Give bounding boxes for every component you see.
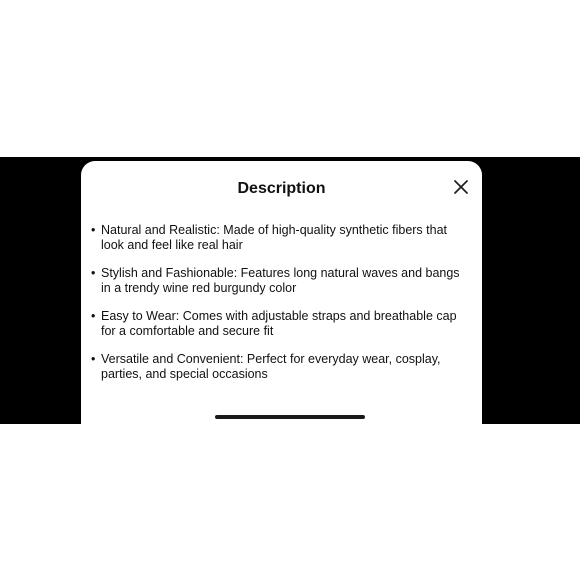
- home-indicator: [215, 415, 365, 419]
- sheet-title: Description: [237, 180, 326, 197]
- bullet-icon: •: [91, 266, 96, 280]
- list-item-text: Natural and Realistic: Made of high-quality synthetic fibers that look and feel like real hair: [101, 223, 448, 252]
- list-item: [81, 266, 482, 296]
- screenshot-frame: [0, 157, 580, 424]
- list-item: [81, 352, 482, 382]
- list-item: [81, 223, 482, 253]
- sheet-header: [81, 177, 482, 201]
- bullet-icon: •: [91, 352, 96, 366]
- feature-list: [81, 223, 482, 395]
- list-item: [81, 309, 482, 339]
- bullet-icon: •: [91, 309, 96, 323]
- close-icon: [452, 178, 470, 196]
- bullet-icon: •: [91, 223, 96, 237]
- close-button[interactable]: [452, 178, 470, 196]
- description-sheet: [81, 161, 482, 424]
- list-item-text: Stylish and Fashionable: Features long natural waves and bangs in a trendy wine red burgundy color: [101, 266, 460, 295]
- list-item-text: Versatile and Convenient: Perfect for everyday wear, cosplay, parties, and special occasions: [101, 352, 441, 381]
- list-item-text: Easy to Wear: Comes with adjustable straps and breathable cap for a comfortable and secure fit: [101, 309, 457, 338]
